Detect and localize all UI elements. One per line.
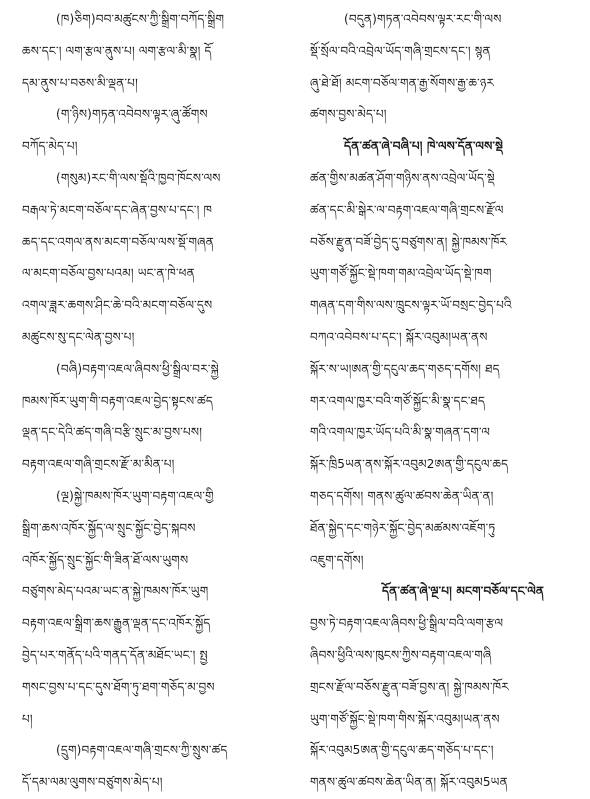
left-column-line: ལྡན་དང་དེའི་ཚད་གཞི་བརྩི་སྲུང་མ་བྱས་པས། [22,425,203,440]
right-column-line: ཚགས་བྱས་མེད་པ། [310,107,387,122]
right-column-line: སྐོར་ས་ཡ།ཨན་གྱི་དངུལ་ཆད་གཅད་དགོས། ཐད [310,361,500,376]
right-column-line: དོན་ཚན་ཞེ་བཞི་པ། ཁེ་ལས་དོན་ལས་སྡེ [344,139,504,154]
right-column-line: ཡུག་གཙོ་སྐྱོང་སྡེ་ཁག་གིས་སྐོར་འབུམ།ཡན་ནས [310,711,500,726]
right-column-line: ཚན་དང་མི་སྒེར་ལ་བརྟག་འཇལ་གཞི་གྲངས་རྫོལ [310,202,504,217]
left-column-line: (གསུམ)རང་གི་ལས་སྡོའི་ཁྱབ་ཁོངས་ལས [56,170,221,185]
left-column-line: (ལྔ)སྐྱེ་ཁམས་ཁོར་ཡུག་བརྟག་འཇལ་གྱི [56,488,214,503]
left-column-line: གསང་བྱས་པ་དང་དུས་ཐོག་ཏུ་ཐག་གཅོད་མ་བྱས [22,679,215,694]
left-column-line: བཙུགས་མེད་པའམ་ཡང་ན་སྐྱེ་ཁམས་ཁོར་ཡུག [22,584,209,599]
left-column-line: འགལ་ཟླར་ཆགས་ཤིང་ཆེ་བའི་མངག་བཅོལ་དུས [22,298,213,313]
right-column-line: གནས་ཚུལ་ཚབས་ཆེན་ཡིན་ན། སྐོར་འབུམ5ཡན [310,775,508,790]
left-text-column [22,4,284,799]
left-column-line: བྱེད་པར་གནོད་པའི་གནད་དོན་མཐོང་ཡང་། སྤྱ [22,647,208,662]
left-column-line: ཆས་དང་། ལག་རྩལ་ནུས་པ། ལག་རྩལ་མི་སྣ། དོ [22,43,212,58]
right-column-line: གར་འགལ་ཁྱར་བའི་གཙོ་སྐྱོང་མི་སྣ་དང་ཐད [310,393,486,408]
right-column-line: (བདུན)གཏན་འབེབས་ལྟར་རང་གི་ལས [344,12,502,26]
left-column-line: བརྟག་འཇལ་སྒྲིག་ཆས་རྒྱུན་ལྡན་དང་འཁོར་སྐྱོད [22,616,211,631]
left-column-line: པ། [22,711,33,726]
right-column-line: འཇུག་དགོས། [310,552,364,567]
right-column-line: སྐོར་ཁྲི5ཡན་ནས་སྐོར་འབུམ2ཨན་གྱི་དངུལ་ཆད [310,457,509,472]
left-column-line: དམ་ནུས་པ་བཅས་མི་ལྡན་པ། [22,75,138,90]
left-column-line: (བཞི)བརྟག་འཇལ་ཞིབས་ཕྱི་སྒྲིལ་བར་སྐྱེ [56,361,219,376]
right-column-line: ཡུག་གཙོ་སྐྱོང་སྡེ་ཁག་གམ་འབྲེལ་ཡོད་སྡེ་ཁག [310,266,492,281]
right-column-line: བཅོས་རྫུན་བཟོ་བྱེད་དུ་བཙུགས་ན། སྐྱེ་ཁམས་ཁོར [310,234,508,249]
right-column-line: ཞིབས་ཕྱིའི་ལས་ཁུངས་ཀྱིས་བརྟག་འཇལ་གཞི [310,647,492,662]
right-column-line: གཅད་དགོས། གནས་ཚུལ་ཚབས་ཆེན་ཡིན་ན། [310,488,494,503]
right-text-column [310,4,572,799]
right-column-line: ཞུ་ཐེ་ཐོ། མངག་བཅོལ་གན་རྒྱ་སོགས་རྒྱ་ཆ་ཉར [310,75,495,90]
right-column-line: གའི་འགལ་ཁྱར་ཡོད་པའི་མི་སྣ་གཞན་དག་ལ [310,425,491,440]
left-column-line: དོ་དམ་ལམ་ལུགས་བཙུགས་མེད་པ། [22,775,163,790]
left-column-line: མཚུངས་སུ་དང་ལེན་བྱས་པ། [22,329,135,344]
right-column-line: བྱས་ཏེ་བརྟག་འཇལ་ཞིབས་ཕྱི་སྒྲིལ་བའི་ལག་རྩལ [310,616,504,631]
left-column-line: བརྟག་འཇལ་གཞི་གྲངས་རྫོ་མ་མིན་པ། [22,457,175,472]
left-column-line: འཁོར་སྐྱོད་སྲུང་སྐྱོང་གི་ཟིན་ཐོ་ལས་ཡུགས [22,552,189,567]
right-column-line: སྡོ་སྲོལ་བའི་འབྲེལ་ཡོད་གཞི་གྲངས་དང་། སྙན [310,43,491,58]
left-column-line: (ཁ)ཅིག)བབ་མཚུངས་ཀྱི་སྒྲིག་བཀོད་སྒྲིག [56,12,225,26]
right-column-line: ཚན་གྱིས་མཚན་ཤོག་གཉིས་ནས་འབྲེལ་ཡོད་སྡེ [310,170,495,185]
left-column-line: སྒྲིག་ཆས་འཁོར་སྐྱོད་ལ་སྲུང་སྐྱོང་བྱེད་སྐབས [22,520,196,535]
right-column-line: ཐོན་སྐྱེད་དང་གཉེར་སྐྱོང་བྱེད་མཚམས་འཇོག་ཏུ [310,520,496,535]
left-column-line: ལ་མངག་བཅོལ་བྱས་པའམ། ཡང་ན་ཁེ་ཕན [22,266,195,281]
right-column-line: སྐོར་འབུམ5ཨན་གྱི་དངུལ་ཆད་གཅོད་པ་དང་། [310,743,494,758]
left-column-line: (དྲུག)བརྟག་འཇལ་གཞི་གྲངས་ཀྱི་སྲུས་ཚད [56,743,228,758]
right-column-line: བཀའ་འབེབས་པ་དང་། སྐོར་འབུམ།ཡན་ནས [310,329,488,344]
left-column-line: བཀོད་མེད་པ། [22,139,78,154]
left-column-line: (ག་ཉིས)གཏན་འབེབས་ལྟར་ཞུ་ཚོགས [56,107,208,122]
left-column-line: ཆད་དང་འགལ་ནས་མངག་བཅོལ་ལས་སྡོ་གཞན [22,234,214,249]
right-column-line: གཞན་དག་གིས་ལས་ཁྲུངས་ལྟར་ཡོ་བསྲང་བྱེད་པའི [310,298,512,313]
right-column-line: དོན་ཚན་ཞེ་ལྔ་པ། མངག་བཅོལ་དང་ལེན [382,584,545,599]
left-column-line: ཁམས་ཁོར་ཡུག་གི་བརྟག་འཇལ་བྱེད་སྟངས་ཚད [22,393,213,408]
left-column-line: བརྒལ་ཏེ་མངག་བཅོལ་དང་ཞེན་བྱས་པ་དང་། ཁ [22,202,213,217]
right-column-line: གྲངས་རྫོལ་བཅོས་རྫུན་བཟོ་བྱས་ན། སྐྱེ་ཁམས་ཁོར [310,679,509,694]
